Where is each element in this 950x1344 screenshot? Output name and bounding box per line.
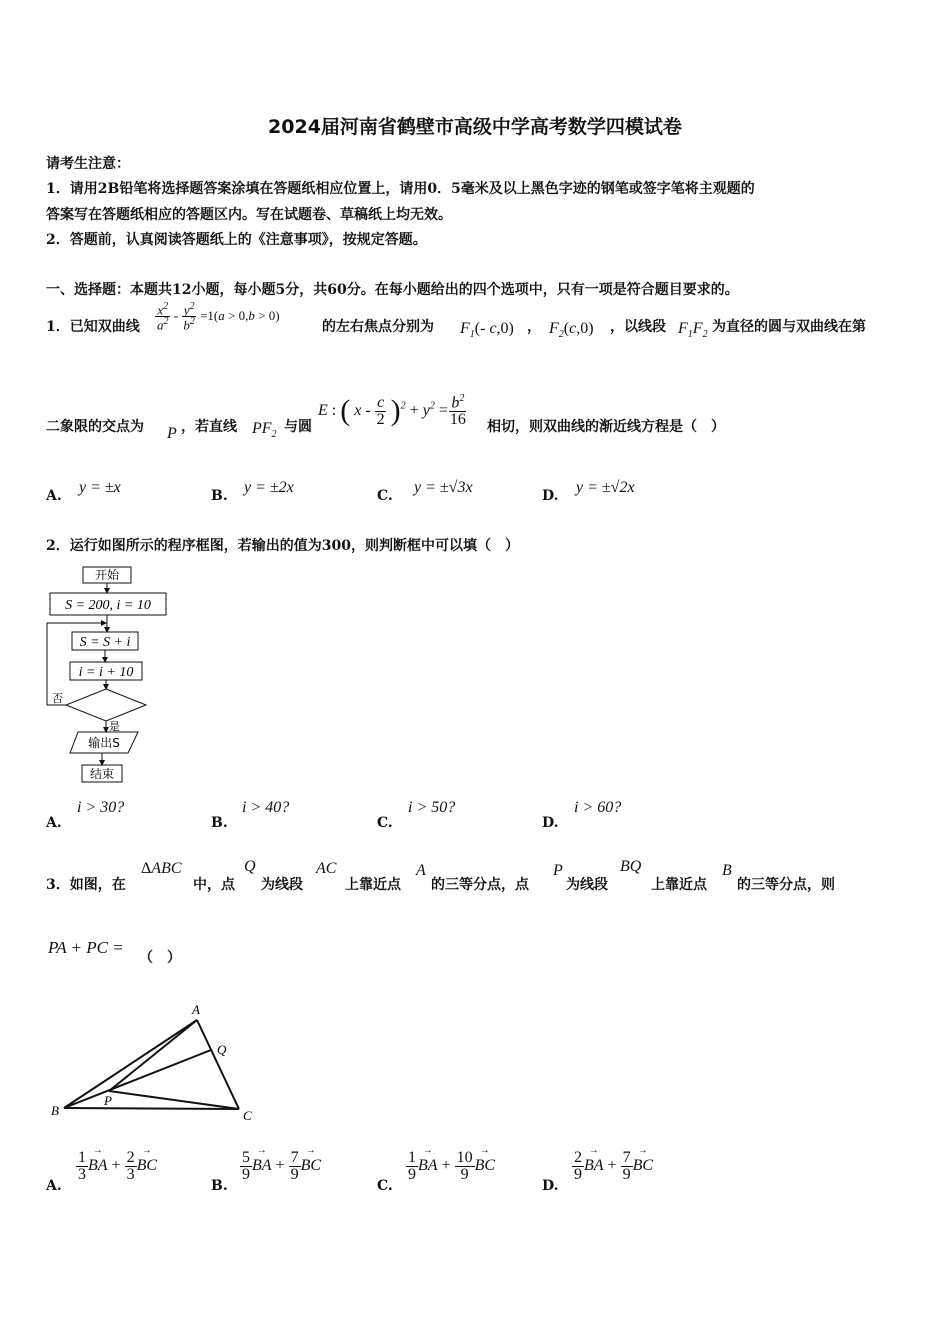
label-p: P xyxy=(104,1093,112,1108)
notice-line-2: 答案写在答题纸相应的答题区内。写在试题卷、草稿纸上均无效。 xyxy=(46,207,452,223)
q3-segment-ac: AC xyxy=(316,860,337,877)
q3-segment-bq: BQ xyxy=(620,858,642,875)
q3-paren: （ ） xyxy=(139,950,181,966)
q1-option-d-label: D. xyxy=(542,488,559,504)
q3-option-b: $\frac{5}{9}$ → BA + $\frac{7}{9}$ → BC xyxy=(240,1150,321,1183)
q1-option-c: y = ±√3x xyxy=(414,479,473,496)
q1-option-b: y = ±2x xyxy=(244,479,294,496)
q2-option-c-label: C. xyxy=(377,815,393,831)
q3-triangle: ΔABC xyxy=(141,860,182,877)
notice-heading: 请考生注意： xyxy=(46,156,130,172)
q1-hyperbola-equation: $\frac{x^2}{a^2}$ - $\frac{y^2}{b^2}$ =1(a > 0,b > 0) xyxy=(157,301,280,333)
q2-option-d-label: D. xyxy=(542,815,559,831)
q1-focus-f1: $F_1(-$ c,0) xyxy=(460,320,514,341)
q1-text-1: 1．已知双曲线 xyxy=(46,319,140,335)
q3-point-b: B xyxy=(722,862,732,879)
page-title: 2024届河南省鹤壁市高级中学高考数学四模试卷 xyxy=(268,116,682,138)
q1-focus-f2: $F_2(c,0)$ xyxy=(549,320,594,341)
q3-option-a-label: A. xyxy=(46,1178,62,1194)
flow-step2-text: i = i + 10 xyxy=(78,665,134,680)
q3-option-c-label: C. xyxy=(377,1178,393,1194)
q2-option-b: i > 40? xyxy=(242,799,290,816)
q1-option-a: y = ±x xyxy=(79,479,121,496)
q2-option-d: i > 60? xyxy=(574,799,622,816)
q3-option-a: $\frac{1}{3}$ → BA + $\frac{2}{3}$ → BC xyxy=(76,1150,157,1183)
flow-output-text: 输出S xyxy=(88,736,120,750)
q3-text-3: 为线段 xyxy=(261,877,303,893)
q1-option-d: y = ±√2x xyxy=(576,479,635,496)
q3-option-c: $\frac{1}{9}$ → BA + $\frac{10}{9}$ → BC xyxy=(406,1150,495,1183)
q2-flowchart xyxy=(40,562,180,788)
q3-option-d: $\frac{2}{9}$ → BA + $\frac{7}{9}$ → BC xyxy=(572,1150,653,1183)
q1-circle-equation: E : ( x - $\frac{c}{2}$ )$^2 + y^2$ = $\frac{b^2}{16}$ xyxy=(318,393,466,429)
q1-point-p: P xyxy=(167,425,177,442)
q2-option-b-label: B. xyxy=(211,815,228,831)
q3-option-b-label: B. xyxy=(211,1178,228,1194)
side-ac xyxy=(197,1020,239,1109)
flow-end-text: 结束 xyxy=(89,767,115,781)
q1-text-7: ，若直线 xyxy=(181,419,237,435)
label-a: A xyxy=(192,1002,200,1017)
flow-step1-text: S = S + i xyxy=(79,635,131,650)
segment-pc xyxy=(109,1091,239,1109)
q2-option-a-label: A. xyxy=(46,815,62,831)
flow-start-text: 开始 xyxy=(94,568,120,582)
flow-no-label: 否 xyxy=(52,692,63,705)
q3-text-4: 上靠近点 xyxy=(345,877,401,893)
q1-text-2: 的左右焦点分别为 xyxy=(322,319,434,335)
label-q: Q xyxy=(217,1042,227,1057)
q1-option-b-label: B. xyxy=(211,488,228,504)
flow-decision-diamond xyxy=(66,689,146,721)
q3-point-q: Q xyxy=(244,858,256,875)
side-bc xyxy=(64,1108,239,1109)
q3-option-d-label: D. xyxy=(542,1178,559,1194)
q3-expression: PA + PC = xyxy=(48,938,124,957)
q3-point-p: P xyxy=(553,862,563,879)
label-c: C xyxy=(243,1108,252,1123)
q1-text-3: ， xyxy=(527,319,541,335)
q1-line-pf2: $PF_2$ xyxy=(252,420,277,441)
q3-text-7: 上靠近点 xyxy=(651,877,707,893)
q1-text-8: 与圆 xyxy=(284,419,312,435)
q1-text-5: 为直径的圆与双曲线在第 xyxy=(712,319,866,335)
q1-option-a-label: A. xyxy=(46,488,62,504)
flow-init-text: S = 200, i = 10 xyxy=(65,598,151,613)
q3-text-1: 3．如图，在 xyxy=(46,877,126,893)
q1-text-6: 二象限的交点为 xyxy=(46,419,144,435)
q2-option-a: i > 30? xyxy=(77,799,125,816)
segment-pa xyxy=(109,1020,197,1091)
q2-text: 2．运行如图所示的程序框图，若输出的值为300，则判断框中可以填（ ） xyxy=(46,538,519,554)
q3-triangle-figure xyxy=(40,996,270,1126)
section-heading: 一、选择题：本题共12小题，每小题5分，共60分。在每小题给出的四个选项中，只有一项是符合题目要求的。 xyxy=(46,282,739,298)
q3-text-5: 的三等分点，点 xyxy=(431,877,529,893)
q1-option-c-label: C. xyxy=(377,488,393,504)
q1-text-4: ，以线段 xyxy=(610,319,666,335)
q1-segment-f1f2: $F_1F_2$ xyxy=(678,320,708,341)
q2-option-c: i > 50? xyxy=(408,799,456,816)
notice-line-1: 1．请用2B铅笔将选择题答案涂填在答题纸相应位置上，请用0．5毫米及以上黑色字迹的钢笔或签字笔将主观题的 xyxy=(46,181,755,197)
q3-point-a: A xyxy=(416,862,426,879)
q3-text-2: 中，点 xyxy=(193,877,235,893)
flow-yes-label: 是 xyxy=(109,720,120,733)
label-b: B xyxy=(51,1103,59,1118)
notice-line-3: 2．答题前，认真阅读答题纸上的《注意事项》，按规定答题。 xyxy=(46,232,427,248)
q3-text-6: 为线段 xyxy=(566,877,608,893)
q3-text-8: 的三等分点，则 xyxy=(737,877,835,893)
q1-text-9: 相切，则双曲线的渐近线方程是（ ） xyxy=(487,419,725,435)
